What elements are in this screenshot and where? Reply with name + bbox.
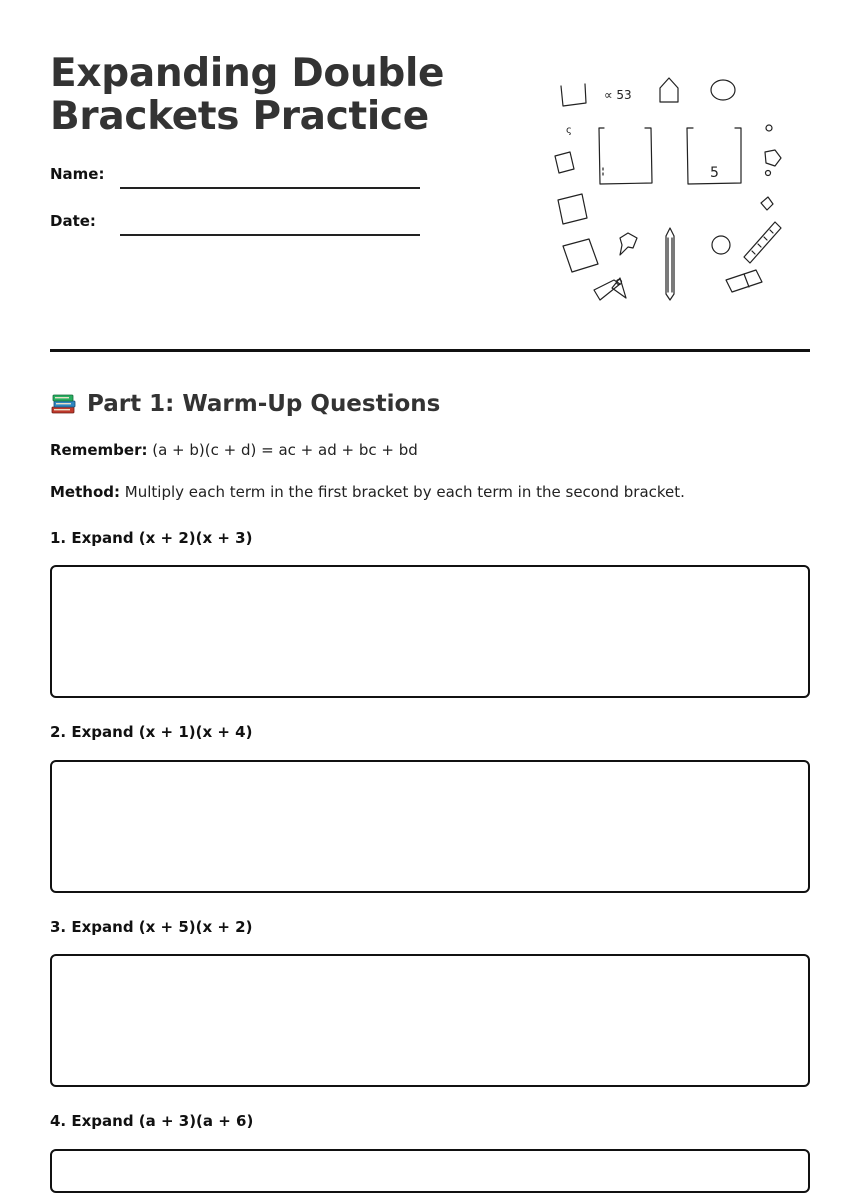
small-oval-doodle — [712, 236, 730, 254]
remember-formula: (a + b)(c + d) = ac + ad + bc + bd — [152, 441, 418, 459]
eraser-doodle — [726, 270, 762, 292]
diamond-doodle — [761, 197, 773, 210]
title-line-2: Brackets Practice — [50, 94, 429, 139]
blob-doodle — [620, 233, 637, 255]
doodle-label-symbol: ∝ 53 — [604, 88, 632, 102]
method-label: Method: — [50, 483, 120, 501]
left-bucket-doodle — [599, 128, 652, 184]
method-line — [50, 483, 685, 501]
date-label: Date: — [50, 212, 96, 230]
oval-doodle — [711, 80, 735, 100]
doodle-label-five: 5 — [710, 165, 719, 181]
header-divider — [50, 349, 810, 352]
small-circle-doodle — [766, 125, 772, 131]
name-label: Name: — [50, 165, 105, 183]
books-icon — [50, 390, 77, 417]
question-2-answer-box[interactable] — [50, 760, 810, 893]
question-2-label: 2. Expand (x + 1)(x + 4) — [50, 723, 253, 741]
method-text: Multiply each term in the first bracket by each term in the second bracket. — [124, 483, 685, 501]
question-3-label: 3. Expand (x + 5)(x + 2) — [50, 918, 253, 936]
doodle-label-sigma: ς — [566, 125, 572, 136]
question-4-label: 4. Expand (a + 3)(a + 6) — [50, 1112, 254, 1130]
math-doodles-illustration — [548, 70, 788, 310]
part1-heading — [50, 390, 440, 417]
name-field[interactable] — [120, 187, 420, 189]
page-title — [50, 52, 470, 138]
question-3-answer-box[interactable] — [50, 954, 810, 1087]
ruler-doodle — [744, 222, 781, 263]
bracket-doodle — [561, 84, 586, 106]
part1-heading-text: Part 1: Warm-Up Questions — [87, 390, 441, 417]
remember-line — [50, 441, 418, 459]
question-1-answer-box[interactable] — [50, 565, 810, 698]
square-doodle — [558, 194, 587, 224]
tilted-square-doodle — [563, 239, 598, 272]
date-field[interactable] — [120, 234, 420, 236]
small-square-doodle — [555, 152, 574, 173]
pencil-doodle — [666, 228, 674, 300]
remember-label: Remember: — [50, 441, 148, 459]
hexagon-doodle — [765, 150, 781, 166]
pentagon-doodle — [660, 78, 678, 102]
question-4-answer-box[interactable] — [50, 1149, 810, 1193]
question-1-label: 1. Expand (x + 2)(x + 3) — [50, 529, 253, 547]
title-line-1: Expanding Double — [50, 51, 445, 96]
